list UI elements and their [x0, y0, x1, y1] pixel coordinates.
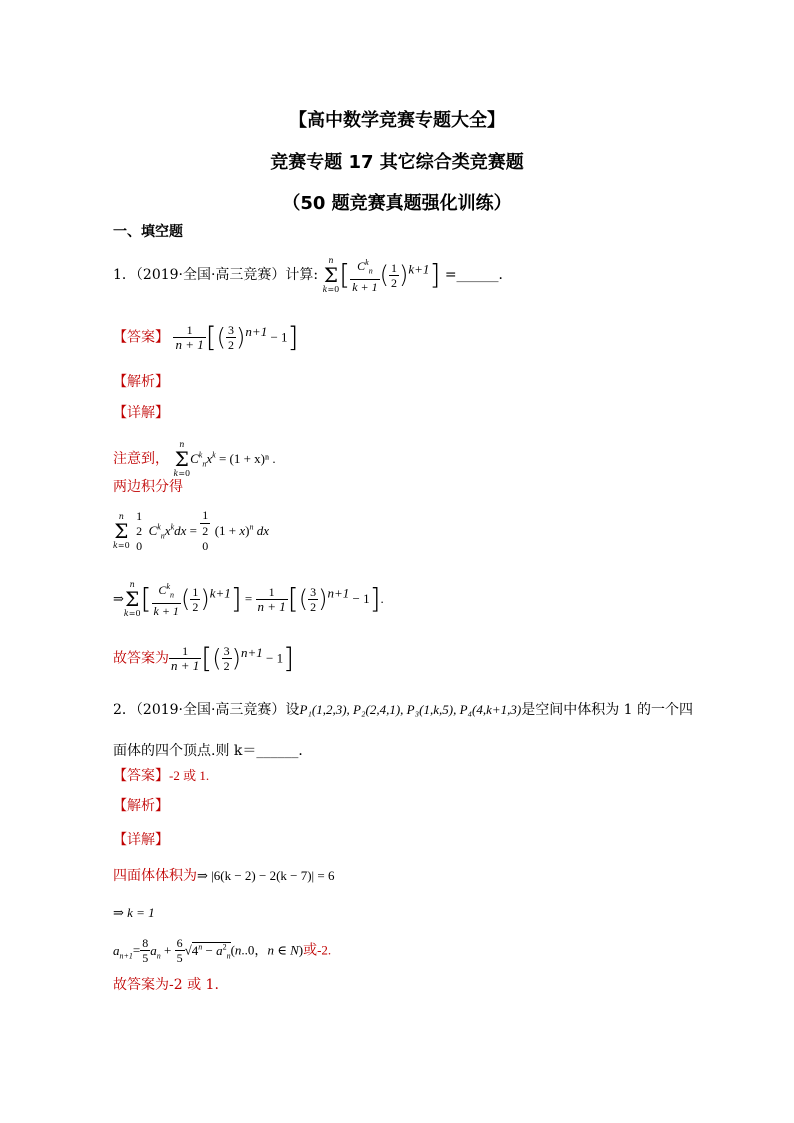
detail-tag-2: 【详解】 — [113, 832, 169, 848]
question-2 — [113, 700, 693, 720]
analysis-tag-2: 【解析】 — [113, 798, 169, 814]
collection-title: 【高中数学竞赛专题大全】 — [289, 110, 505, 131]
integrate-text: 两边积分得 — [113, 479, 183, 495]
note-line: 注意到， n Σ $k=0C^k_nx^k = (1 + x)^n$ . — [113, 440, 276, 478]
step-3-value: -2. — [317, 942, 332, 958]
answer-tag: 【答案】 — [113, 329, 169, 346]
question-2-rest: 是空间中体积为 1 的一个四 — [521, 702, 694, 718]
answer-tag: 【答案】 — [113, 768, 169, 784]
detail-tag: 【详解】 — [113, 405, 169, 421]
step-1 — [113, 866, 335, 886]
step-1-text: 四面体体积为 — [113, 868, 197, 884]
analysis-tag: 【解析】 — [113, 374, 169, 390]
result-line: ⇒n Σ k=0[ $\frac{C^k_n}{k + 1}$ ( $\frac{1}{2}$ )$^{k+1}$] = $\frac{1}{n + 1}$ [( $\frac{3}{2}$ )$^{n+1}$ − 1]. — [113, 580, 384, 618]
step-2: ⇒ k = 1 — [113, 905, 155, 920]
question-1-prefix: 1．（2019·全国·高三竞赛）计算: — [113, 267, 319, 283]
question-2-points: P₁(1,2,3), P₂(2,4,1), P₃(1,k,5), P₄(4,k+1,3) — [299, 702, 522, 717]
note-formula: = (1 + x)ⁿ . — [218, 451, 276, 466]
section-heading: 一、填空题 — [113, 224, 183, 240]
conclusion-prefix: 故答案为 — [113, 650, 169, 667]
question-2-prefix: 2．（2019·全国·高三竞赛）设 — [113, 702, 300, 718]
conclusion-2: 故答案为-2 或 1. — [113, 977, 219, 993]
integral-line: n Σ k=0 1 2 0 $C^k_nx^kdx$ = 1 2 0 $(1 + x)^n$ dx — [113, 508, 270, 553]
question-1: 1．（2019·全国·高三竞赛）计算: n Σ k=0[ $\frac{C^k_n}{k + 1}$ ( $\frac{1}{2}$ )$^{k+1}$] =______． — [113, 256, 513, 294]
answer-1: 【答案】 $\frac{1}{n + 1}$ [( $\frac{3}{2}$ )$^{n+1}$ − 1] — [113, 320, 299, 354]
sum-symbol: n Σ k=0 — [322, 256, 340, 294]
step-3: $a_{n+1}=$ $\frac{8}{5}$ $a_n$ + $\frac{6}{5}$ $√4^n - a^2_n(n..0$，n ∈ N)或-2. — [113, 936, 332, 965]
step-1-formula: ⇒ |6(k − 2) − 2(k − 7)| = 6 — [197, 868, 335, 883]
note-prefix: 注意到， — [113, 451, 169, 467]
question-2-line2: 面体的四个顶点.则 k＝______． — [113, 743, 313, 759]
conclusion-1: 故答案为 $\frac{1}{n + 1}$ [( $\frac{3}{2}$ )$^{n+1}$ − 1] — [113, 641, 295, 675]
question-1-suffix: =______． — [444, 267, 513, 283]
answer-2 — [113, 766, 209, 786]
step-3-tail: 或 — [303, 942, 318, 959]
topic-title: 竞赛专题 17 其它综合类竞赛题 — [270, 152, 524, 173]
answer-2-value: -2 或 1. — [169, 768, 210, 783]
subtitle: （50 题竞赛真题强化训练） — [282, 193, 512, 214]
